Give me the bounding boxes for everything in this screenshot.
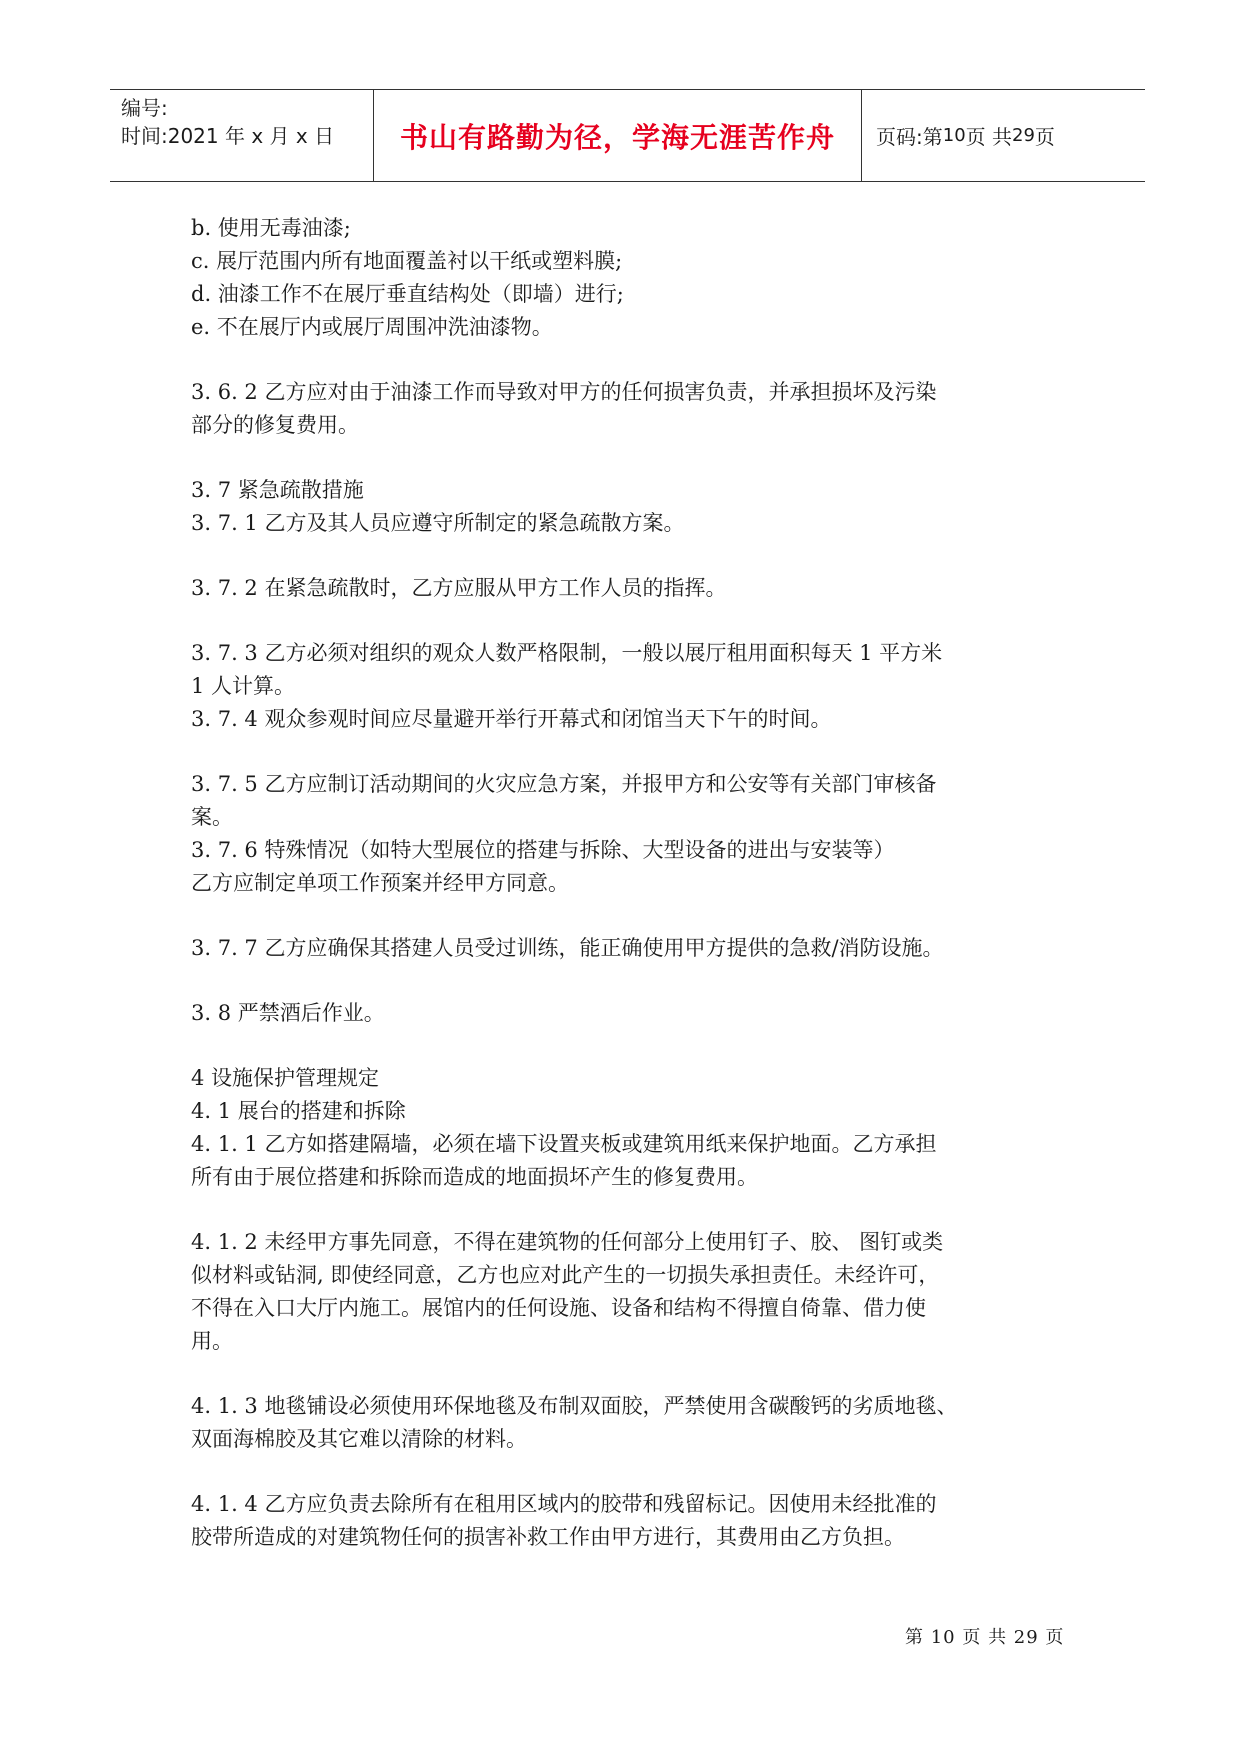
section-heading: 3. 7 紧急疏散措施	[191, 478, 364, 502]
body-line: d. 油漆工作不在展厅垂直结构处（即墙）进行;	[191, 282, 624, 306]
body-line: 似材料或钻洞, 即使经同意，乙方也应对此产生的一切损失承担责任。未经许可，	[191, 1263, 940, 1287]
page-footer: 第 10 页 共 29 页	[905, 1627, 1065, 1648]
body-line: 用。	[191, 1329, 233, 1353]
body-line: 3. 7. 4 观众参观时间应尽量避开举行开幕式和闭馆当天下午的时间。	[191, 707, 832, 731]
body-line: 乙方应制定单项工作预案并经甲方同意。	[191, 871, 569, 895]
body-line: 所有由于展位搭建和拆除而造成的地面损坏产生的修复费用。	[191, 1165, 758, 1189]
page-total: 29	[1012, 125, 1035, 146]
body-line: 案。	[191, 805, 233, 829]
body-line: 3. 7. 2 在紧急疏散时，乙方应服从甲方工作人员的指挥。	[191, 576, 727, 600]
body-line: 双面海棉胶及其它难以清除的材料。	[191, 1427, 527, 1451]
page-label-suffix: 页	[1034, 125, 1055, 149]
body-line: 4. 1. 1 乙方如搭建隔墙，必须在墙下设置夹板或建筑用纸来保护地面。乙方承担	[191, 1132, 937, 1156]
body-line: e. 不在展厅内或展厅周围冲洗油漆物。	[191, 315, 553, 339]
section-heading: 4 设施保护管理规定	[191, 1066, 380, 1090]
body-line: 4. 1. 2 未经甲方事先同意，不得在建筑物的任何部分上使用钉子、胶、 图钉或类	[191, 1230, 944, 1254]
header-page-cell	[862, 90, 1145, 181]
body-line: 3. 6. 2 乙方应对由于油漆工作而导致对甲方的任何损害负责，并承担损坏及污染	[191, 380, 937, 404]
body-line: 3. 7. 7 乙方应确保其搭建人员受过训练，能正确使用甲方提供的急救/消防设施。	[191, 936, 944, 960]
body-line: 3. 7. 3 乙方必须对组织的观众人数严格限制，一般以展厅租用面积每天 1 平方米	[191, 641, 943, 665]
document-number-label: 编号:	[121, 96, 168, 120]
body-line: 3. 7. 5 乙方应制订活动期间的火灾应急方案，并报甲方和公安等有关部门审核备	[191, 772, 937, 796]
section-heading: 4. 1 展台的搭建和拆除	[191, 1099, 406, 1123]
header-motto: 书山有路勤为径，学海无涯苦作舟	[374, 90, 862, 181]
page-current: 10	[942, 125, 966, 146]
body-line: 3. 8 严禁酒后作业。	[191, 1001, 385, 1025]
body-line: 4. 1. 4 乙方应负责去除所有在租用区域内的胶带和残留标记。因使用未经批准的	[191, 1492, 937, 1516]
body-line: 3. 7. 6 特殊情况（如特大型展位的搭建与拆除、大型设备的进出与安装等）	[191, 838, 895, 862]
document-body	[191, 212, 1071, 1554]
body-line: 胶带所造成的对建筑物任何的损害补救工作由甲方进行，其费用由乙方负担。	[191, 1525, 905, 1549]
page-label-prefix: 页码:第	[876, 125, 943, 149]
page-label-mid: 页 共	[965, 125, 1013, 149]
document-time-label: 时间:2021 年 x 月 x 日	[121, 124, 335, 148]
body-line: 1 人计算。	[191, 674, 296, 698]
document-header	[110, 89, 1145, 182]
body-line: 4. 1. 3 地毯铺设必须使用环保地毯及布制双面胶，严禁使用含碳酸钙的劣质地毯、	[191, 1394, 958, 1418]
body-line: c. 展厅范围内所有地面覆盖衬以干纸或塑料膜;	[191, 249, 623, 273]
header-meta-cell	[110, 90, 374, 181]
body-line: 3. 7. 1 乙方及其人员应遵守所制定的紧急疏散方案。	[191, 511, 685, 535]
body-line: 不得在入口大厅内施工。展馆内的任何设施、设备和结构不得擅自倚靠、借力使	[191, 1296, 926, 1320]
body-line: 部分的修复费用。	[191, 413, 359, 437]
body-line: b. 使用无毒油漆;	[191, 216, 351, 240]
